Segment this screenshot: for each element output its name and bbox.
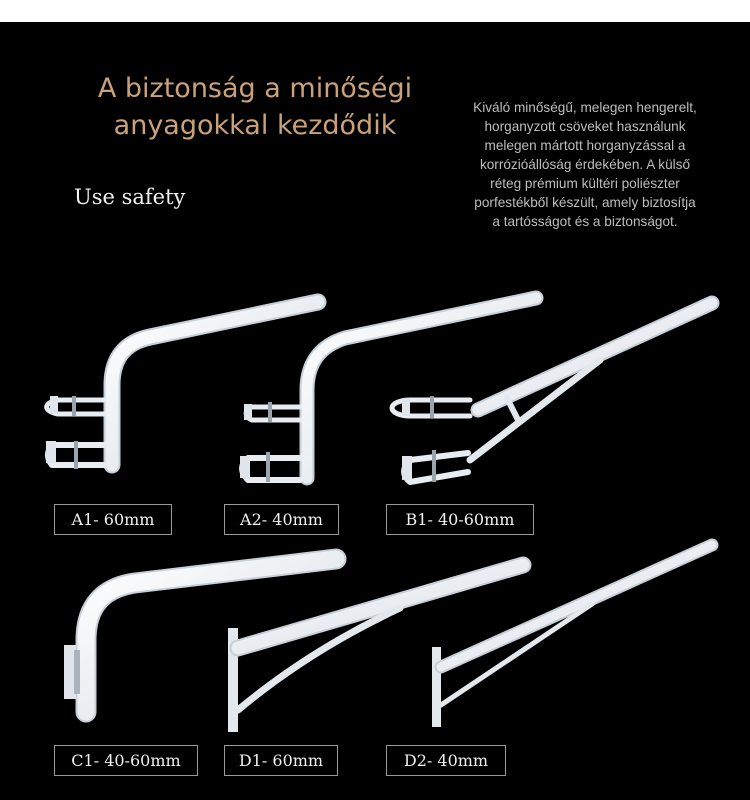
description-line: Kiváló minőségű, melegen hengerelt,: [473, 100, 697, 115]
description-line: porfestékből készült, amely biztosítja: [474, 195, 696, 210]
label-b1: B1- 40-60mm: [386, 504, 534, 535]
headline-line-2: anyagokkal kezdődik: [113, 110, 397, 141]
label-a1: A1- 60mm: [54, 504, 172, 535]
label-c1: C1- 40-60mm: [54, 745, 198, 776]
label-d1: D1- 60mm: [224, 745, 338, 776]
bracket-b1-image: [392, 303, 712, 482]
bracket-a1-image: [46, 302, 318, 469]
bracket-a2-image: [240, 298, 536, 482]
label-d2: D2- 40mm: [386, 745, 506, 776]
description-line: réteg prémium kültéri poliészter: [490, 176, 680, 191]
description-line: horganyzott csöveket használunk: [484, 119, 686, 134]
label-a2: A2- 40mm: [224, 504, 339, 535]
subtitle: Use safety: [74, 185, 186, 209]
description-line: a tartósságot és a biztonságot.: [492, 214, 678, 229]
description-line: melegen mártott horganyzással a: [484, 138, 686, 153]
headline-line-1: A biztonság a minőségi: [97, 73, 413, 104]
description-line: korrózióállóság érdekében. A külső: [479, 157, 691, 172]
